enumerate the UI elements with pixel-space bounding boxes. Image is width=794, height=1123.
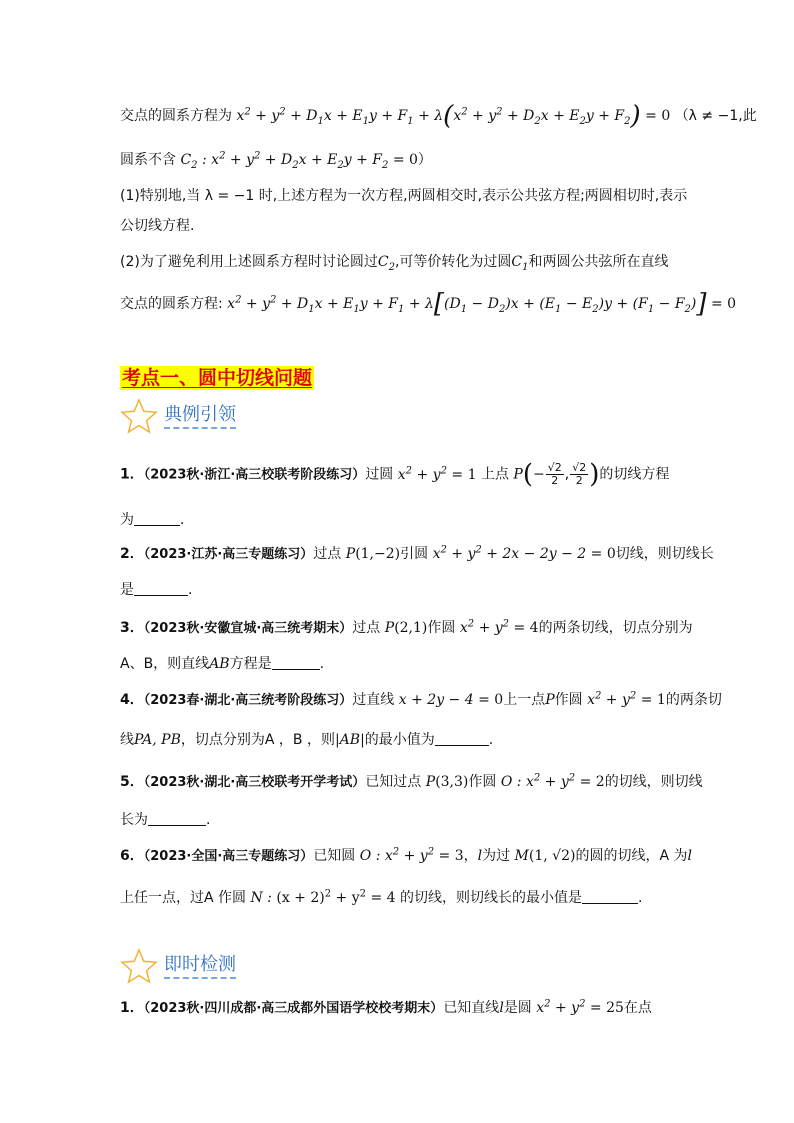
section-title: 考点一、圆中切线问题 bbox=[122, 367, 313, 389]
problem-1: 1．（2023秋·浙江·高三校联考阶段练习）过圆 $x^2 + y^2 = 1$ 上点 P(− $\frac{√2}{2}$ , $\frac{√2}{2}$ )的切线方程 bbox=[120, 459, 670, 490]
check-header: 即时检测 bbox=[120, 948, 236, 984]
answer-blank[interactable] bbox=[134, 581, 188, 596]
problem-5-cont: 长为 . bbox=[120, 812, 211, 828]
answer-blank[interactable] bbox=[435, 731, 489, 746]
star-icon bbox=[120, 398, 158, 434]
problem-6-cont: 上任一点，过A 作圆 N : $(x + 2)^2 + y^2 = 4$ 的切线，则切线长的最小值是 . bbox=[120, 888, 643, 906]
answer-blank[interactable] bbox=[582, 889, 638, 904]
answer-blank[interactable] bbox=[134, 511, 180, 526]
examples-header: 典例引领 bbox=[120, 398, 236, 434]
intro-line-2: 圆系不含 $C_2$ : $x^2 + y^2 + D_2x + E_2y + F_2 = 0$） bbox=[120, 150, 432, 171]
intro-point-1b: 公切线方程. bbox=[120, 218, 195, 234]
star-icon bbox=[120, 948, 158, 984]
problem-3: 3．（2023秋·安徽宣城·高三统考期末）过点 P(2,1)作圆 $x^2 + y^2 = 4$的两条切线，切点分别为 bbox=[120, 618, 693, 636]
problem-4: 4．（2023春·湖北·高三统考阶段练习）过直线 x + 2y − 4 = 0上一点P作圆 $x^2 + y^2 = 1$的两条切 bbox=[120, 690, 722, 708]
problem-4-cont: 线PA, PB，切点分别为A ，B ，则|AB|的最小值为 . bbox=[120, 732, 494, 748]
intro-point-2b: 交点的圆系方程: $x^2 + y^2 + D_1x + E_1y + F_1 + \lambda[(D_1 - D_2)x + (E_1 - E_2)y + (F_1 - F_2)] = 0$ bbox=[120, 289, 737, 319]
problem-3-cont: A、B，则直线AB方程是 . bbox=[120, 656, 325, 672]
problem-2-cont: 是 . bbox=[120, 582, 193, 598]
problem-5: 5．（2023秋·湖北·高三校联考开学考试）已知过点 P(3,3)作圆 O : $x^2 + y^2 = 2$的切线，则切线 bbox=[120, 772, 703, 790]
intro-line-1: 交点的圆系方程为 $x^2 + y^2 + D_1x + E_1y + F_1 + \lambda(x^2 + y^2 + D_2x + E_2y + F_2) = 0$ （λ ≠ −1,此 bbox=[120, 101, 757, 131]
answer-blank[interactable] bbox=[272, 655, 320, 670]
intro-point-1: (1)特别地,当 λ = −1 时,上述方程为一次方程,两圆相交时,表示公共弦方程;两圆相切时,表示 bbox=[120, 188, 688, 204]
check-problem-1: 1．（2023秋·四川成都·高三成都外国语学校校考期末）已知直线l是圆 $x^2 + y^2 = 25$在点 bbox=[120, 998, 652, 1016]
problem-2: 2．（2023·江苏·高三专题练习）过点 P(1,−2)引圆 $x^2 + y^2 + 2x - 2y - 2 = 0$切线，则切线长 bbox=[120, 544, 714, 562]
intro-point-2: (2)为了避免利用上述圆系方程时讨论圆过$C_2$,可等价转化为过圆$C_1$和两圆公共弦所在直线 bbox=[120, 254, 669, 273]
answer-blank[interactable] bbox=[148, 811, 206, 826]
problem-1-cont: 为 ． bbox=[120, 512, 194, 528]
formula: $x^2 + y^2 + D_1x + E_1y + F_1 + \lambda(x^2 + y^2 + D_2x + E_2y + F_2) = 0$ bbox=[236, 101, 671, 131]
problem-6: 6．（2023·全国·高三专题练习）已知圆 O : $x^2 + y^2 = 3$，l为过 M(1, √2)的圆的切线，A 为l bbox=[120, 846, 692, 864]
